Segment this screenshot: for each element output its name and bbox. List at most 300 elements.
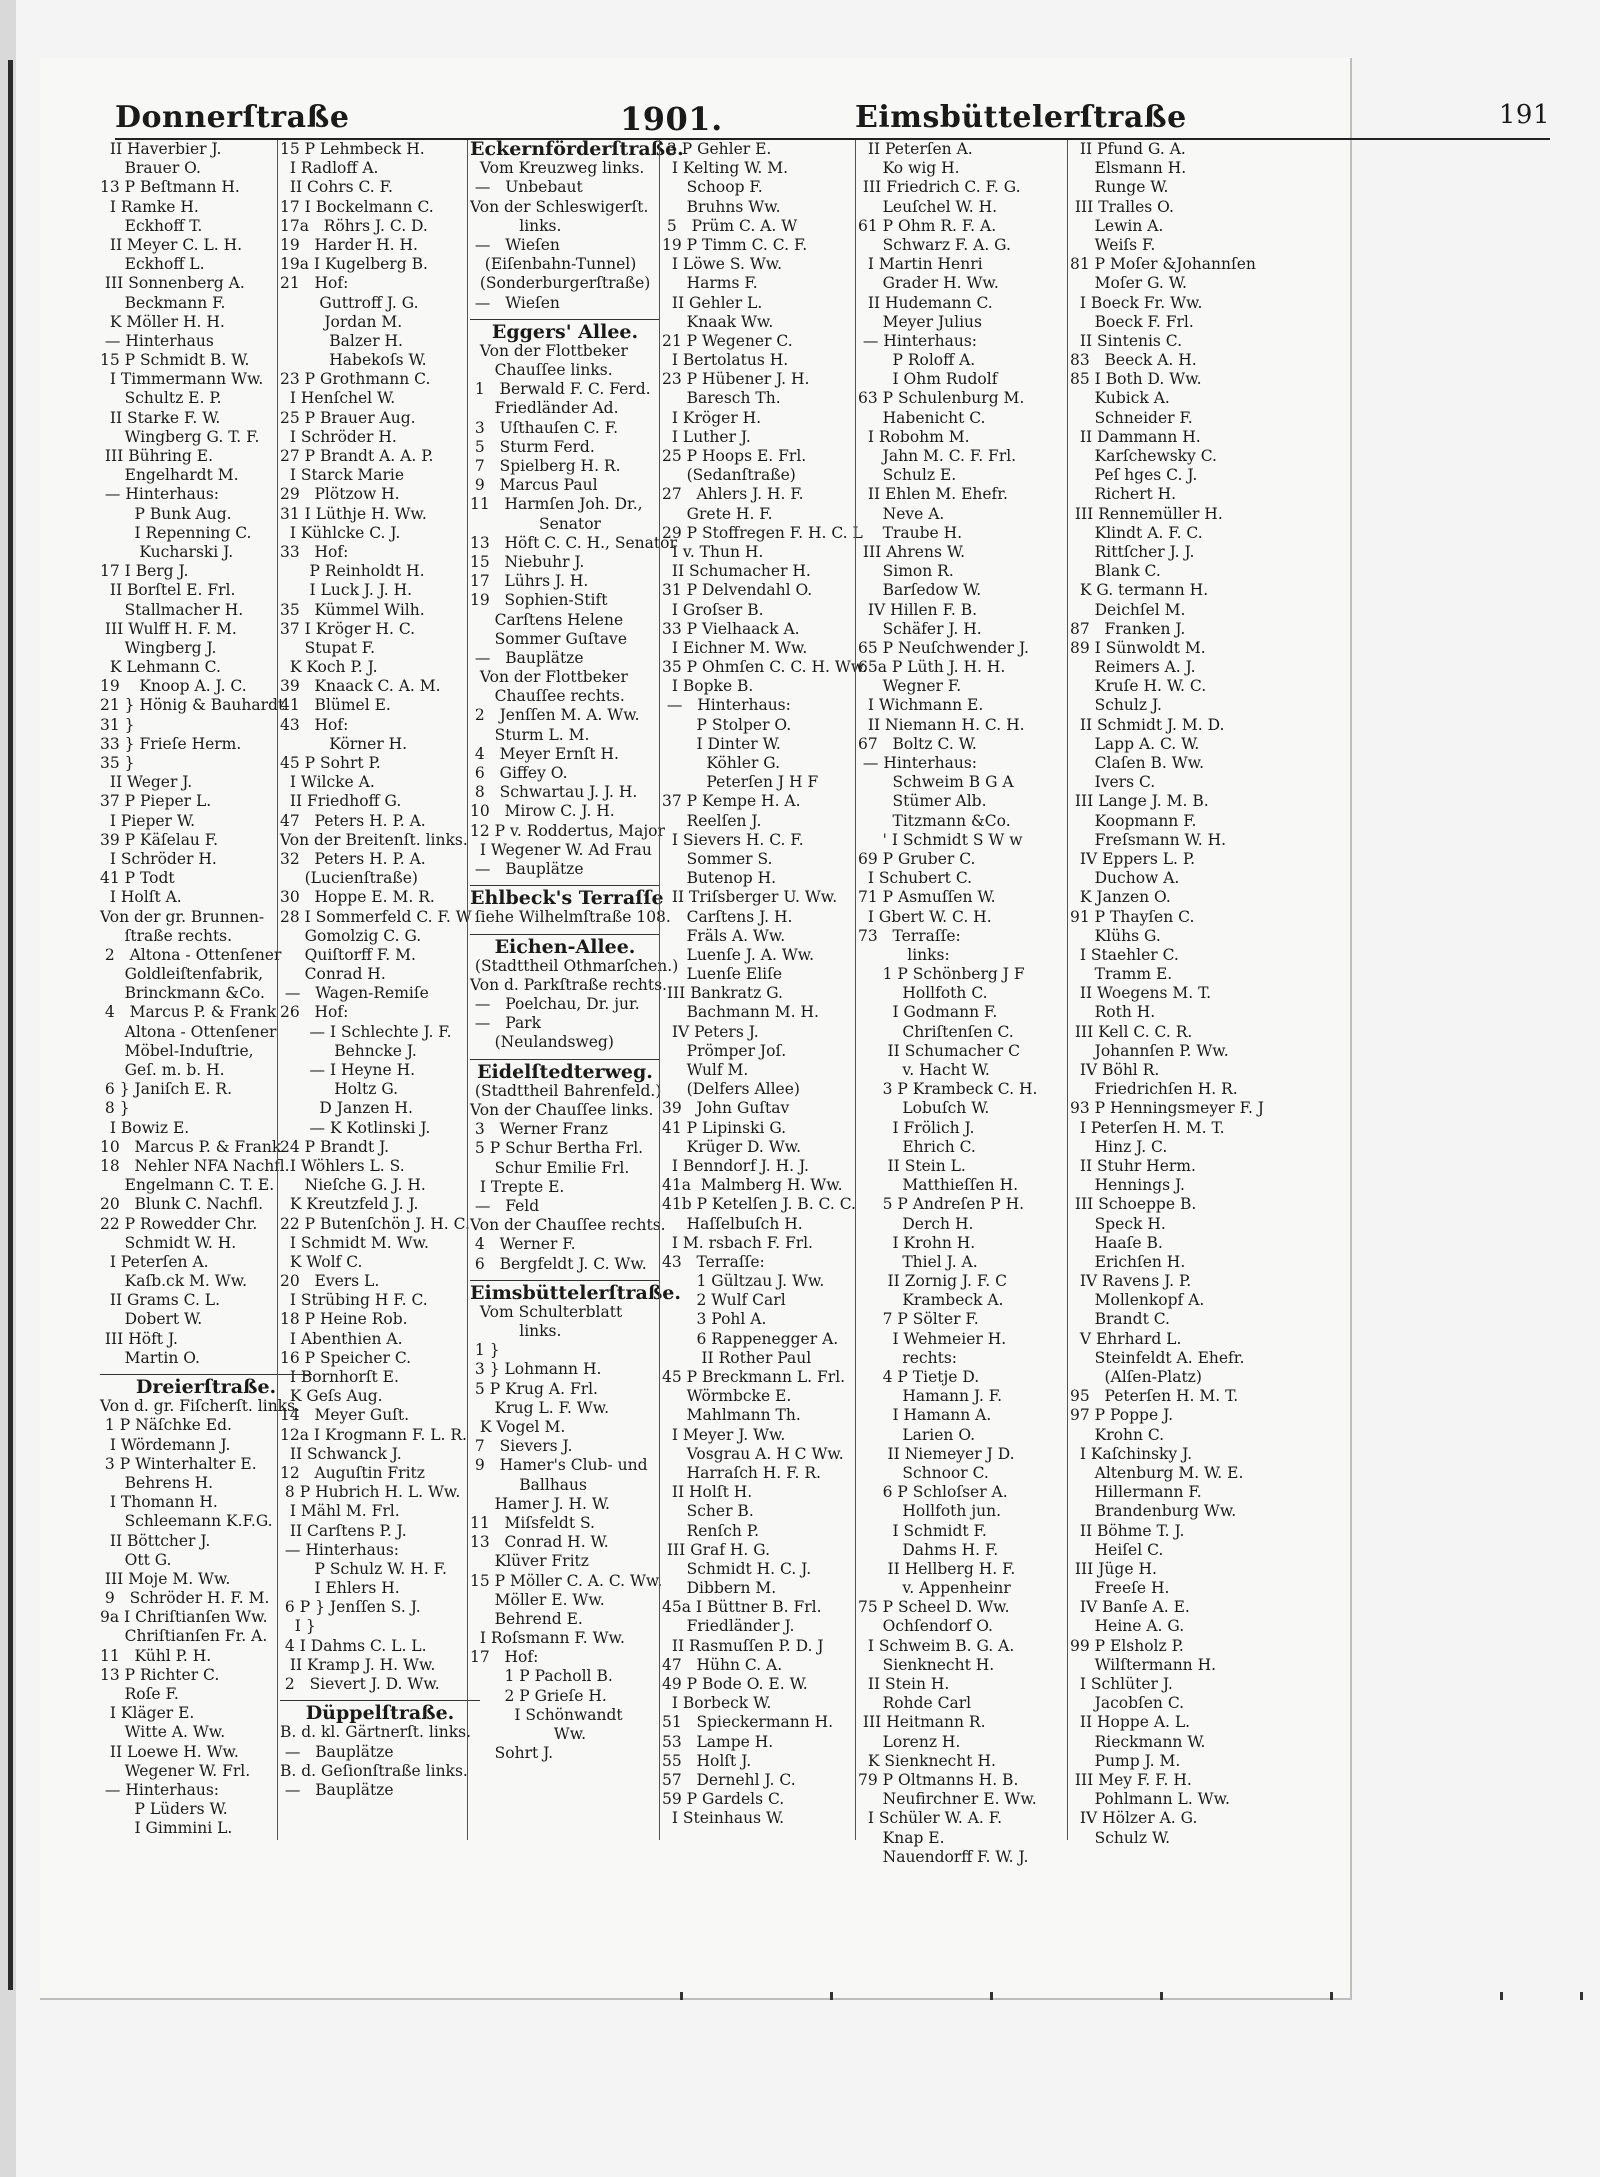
directory-entry: IV Banſe A. E.: [1070, 1598, 1190, 1617]
directory-entry: Klüver Fritz: [470, 1552, 589, 1571]
directory-entry: 19 P Timm C. C. F.: [662, 235, 808, 254]
directory-entry: K Janzen O.: [1070, 888, 1171, 907]
directory-entry: (Sonderburgerſtraße): [470, 274, 651, 293]
directory-entry: Koopmann F.: [1070, 811, 1197, 830]
directory-entry: 5 P Schur Bertha Frl.: [470, 1139, 644, 1158]
directory-entry: 21 P Wegener C.: [662, 331, 793, 350]
directory-entry: 5 P Andreſen P H.: [858, 1195, 1025, 1214]
directory-entry: — Poelchau, Dr. jur.: [470, 995, 640, 1014]
directory-entry: Nauendorff F. W. J.: [858, 1847, 1029, 1866]
directory-entry: Larien O.: [858, 1425, 976, 1444]
directory-entry: Conrad H.: [280, 965, 386, 984]
street-heading: Dreierſtraße.: [135, 1376, 277, 1398]
directory-entry: 61 P Ohm R. F. A.: [858, 216, 997, 235]
directory-entry: Ehrich C.: [858, 1137, 976, 1156]
directory-entry: Karſchewsky C.: [1070, 447, 1217, 465]
scan-bottom-marks: [640, 1992, 1600, 2000]
directory-entry: ſtraße rechts.: [100, 926, 233, 945]
directory-entry: Brauer O.: [100, 159, 201, 178]
directory-entry: 9a I Chriſtianſen Ww.: [100, 1608, 268, 1627]
header-right-street: Eimsbüttelerſtraße: [855, 100, 1187, 135]
directory-entry: Rohde Carl: [858, 1694, 972, 1713]
directory-entry: Schoop F.: [662, 178, 763, 197]
directory-entry: Von der Flottbeker: [470, 668, 628, 687]
directory-entry: I Pieper W.: [100, 811, 196, 830]
directory-entry: Ivers C.: [1070, 773, 1156, 792]
directory-entry: I Schönwandt: [470, 1705, 623, 1724]
directory-entry: Sienknecht H.: [858, 1655, 995, 1674]
directory-entry: 9 Marcus Paul: [470, 476, 598, 495]
directory-entry: Luenſe Eliſe: [662, 965, 783, 984]
directory-entry: Brandenburg Ww.: [1070, 1502, 1237, 1521]
directory-entry: I Eichner M. Ww.: [662, 638, 808, 657]
directory-entry: 1 Berwald F. C. Ferd.: [470, 380, 651, 399]
directory-entry: 67 Boltz C. W.: [858, 734, 977, 753]
directory-entry: Grete H. F.: [662, 504, 773, 523]
directory-entry: Kubick A.: [1070, 389, 1170, 408]
directory-entry: Thiel J. A.: [858, 1252, 978, 1271]
directory-entry: 18 P Heine Rob.: [280, 1310, 408, 1329]
directory-entry: I Schmidt F.: [858, 1521, 987, 1540]
directory-entry: I Steinhaus W.: [662, 1809, 785, 1828]
directory-entry: — I Heyne H.: [280, 1061, 416, 1079]
directory-entry: Rittſcher J. J.: [1070, 542, 1195, 561]
directory-entry: Pohlmann L. Ww.: [1070, 1790, 1230, 1809]
directory-entry: Möbel-Induſtrie,: [100, 1041, 254, 1060]
header-year: 1901.: [620, 100, 723, 138]
directory-entry: 83 Beeck A. H.: [1070, 351, 1197, 370]
directory-entry: Schleemann K.F.G.: [100, 1512, 273, 1531]
directory-entry: 81 P Moſer &Johannſen: [1070, 255, 1256, 274]
directory-entry: 41 P Todt: [100, 869, 175, 888]
directory-entry: Wörmbcke E.: [662, 1387, 792, 1406]
directory-entry: links.: [470, 1322, 562, 1341]
directory-entry: II Weger J.: [100, 773, 193, 792]
directory-entry: I Roſsmann F. Ww.: [470, 1629, 625, 1648]
directory-entry: Klindt A. F. C.: [1070, 523, 1203, 542]
directory-entry: I Abenthien A.: [280, 1329, 403, 1348]
directory-entry: Hamann J. F.: [858, 1387, 1003, 1406]
directory-entry: Neve A.: [858, 504, 945, 523]
directory-entry: Wingberg J.: [100, 638, 217, 657]
directory-entry: 16 P Speicher C.: [280, 1348, 412, 1367]
directory-entry: I Schröder H.: [100, 849, 217, 868]
directory-entry: Goldleiſtenfabrik,: [100, 965, 264, 984]
directory-entry: (Delfers Allee): [662, 1080, 800, 1099]
directory-entry: 11 Kühl P. H.: [100, 1646, 212, 1665]
directory-entry: Carſtens J. H.: [662, 907, 793, 926]
directory-entry: Claſen B. Ww.: [1070, 754, 1205, 772]
directory-entry: Lapp A. C. W.: [1070, 734, 1200, 753]
directory-entry: Schneider F.: [1070, 408, 1193, 427]
directory-entry: II Ehlen M. Ehefr.: [858, 485, 1008, 504]
directory-entry: II Hellberg H. F.: [858, 1559, 1016, 1578]
directory-entry: Schmidt H. C. J.: [662, 1559, 812, 1578]
directory-entry: V Ehrhard L.: [1070, 1329, 1182, 1348]
directory-entry: 26 Hof:: [280, 1003, 349, 1022]
directory-entry: I Ehlers H.: [280, 1579, 400, 1598]
column-4: [662, 140, 868, 1829]
directory-entry: I Radloff A.: [280, 159, 379, 178]
directory-entry: 19 Sophien-Stift: [470, 591, 608, 610]
directory-entry: — Park: [470, 1014, 541, 1033]
directory-entry: II Woegens M. T.: [1070, 984, 1212, 1003]
directory-entry: Von d. Parkſtraße rechts.: [470, 975, 667, 994]
directory-entry: 41 P Lipinski G.: [662, 1118, 787, 1137]
directory-entry: 17 I Berg J.: [100, 562, 189, 581]
directory-entry: IV Ravens J. P.: [1070, 1272, 1192, 1291]
directory-entry: Pump J. M.: [1070, 1751, 1181, 1770]
directory-entry: II Cohrs C. F.: [280, 178, 393, 197]
directory-entry: I Wegener W. Ad Frau: [470, 840, 652, 859]
directory-entry: I Wilcke A.: [280, 773, 375, 792]
directory-entry: — Bauplätze: [280, 1742, 394, 1761]
directory-entry: III Jüge H.: [1070, 1559, 1157, 1578]
directory-entry: I Borbeck W.: [662, 1694, 772, 1713]
directory-entry: II Dammann H.: [1070, 427, 1201, 446]
directory-entry: 65a P Lüth J. H. H.: [858, 658, 1006, 677]
directory-entry: II Böhme T. J.: [1070, 1521, 1185, 1540]
directory-entry: Luenſe J. A. Ww.: [662, 945, 815, 964]
directory-entry: I Strübing H F. C.: [280, 1291, 428, 1310]
street-heading: Eggers' Allee.: [491, 320, 639, 343]
directory-entry: Jordan M.: [280, 312, 403, 331]
directory-entry: 47 Hühn C. A.: [662, 1655, 783, 1674]
section-rule: [280, 1694, 480, 1701]
directory-entry: K Geſs Aug.: [280, 1387, 383, 1406]
directory-entry: I Krohn H.: [858, 1233, 976, 1252]
directory-entry: Habenicht C.: [858, 408, 986, 427]
section-rule: [470, 1053, 660, 1060]
directory-entry: I Henſchel W.: [280, 389, 396, 408]
directory-entry: I Ohm Rudolf: [858, 370, 998, 389]
directory-entry: I M. rsbach F. Frl.: [662, 1233, 813, 1252]
directory-entry: Roth H.: [1070, 1003, 1156, 1022]
directory-entry: Scher B.: [662, 1502, 754, 1521]
directory-entry: Harraſch H. F. R.: [662, 1463, 821, 1482]
directory-entry: Barſedow W.: [858, 581, 982, 600]
directory-entry: Von der Flottbeker: [470, 341, 628, 360]
directory-entry: Habekoſs W.: [280, 351, 427, 370]
directory-entry: — Hinterhaus:: [858, 331, 978, 350]
directory-entry: Wulf M.: [662, 1061, 749, 1079]
directory-entry: Wegner F.: [858, 677, 962, 696]
directory-entry: II Haverbier J.: [100, 140, 222, 158]
directory-entry: — Feld: [470, 1196, 540, 1215]
directory-entry: I Kaſchinsky J.: [1070, 1444, 1193, 1463]
directory-entry: III Tralles O.: [1070, 197, 1174, 216]
directory-entry: Ballhaus: [470, 1475, 587, 1494]
column-divider: [467, 140, 468, 1840]
directory-entry: 37 I Kröger H. C.: [280, 619, 416, 638]
directory-entry: Schur Emilie Frl.: [470, 1158, 630, 1177]
directory-entry: K Wolf C.: [280, 1252, 363, 1271]
directory-entry: 4 Marcus P. & Frank: [100, 1003, 277, 1022]
page-header: [115, 100, 1550, 140]
directory-entry: Köhler G.: [662, 754, 781, 772]
directory-entry: Peterſen J H F: [662, 773, 819, 792]
directory-entry: B. d. kl. Gärtnerſt. links.: [280, 1723, 472, 1742]
directory-entry: 7 Sievers J.: [470, 1437, 573, 1456]
directory-entry: Stallmacher H.: [100, 600, 244, 619]
directory-entry: III Bühring E.: [100, 447, 214, 465]
directory-entry: I Schweim B. G. A.: [858, 1636, 1015, 1655]
directory-entry: Chriſtianſen Fr. A.: [100, 1627, 268, 1646]
section-rule: [470, 928, 660, 935]
directory-entry: — Unbebaut: [470, 178, 583, 197]
directory-entry: Kaſb.ck M. Ww.: [100, 1272, 248, 1291]
directory-entry: Moſer G. W.: [1070, 274, 1187, 293]
directory-entry: II Stein H.: [858, 1675, 950, 1693]
section-rule: [470, 1274, 660, 1281]
directory-entry: 23 P Hübener J. H.: [662, 370, 810, 389]
directory-entry: Schwarz F. A. G.: [858, 235, 1011, 254]
directory-entry: Brinckmann &Co.: [100, 984, 265, 1003]
directory-entry: Hollfoth C.: [858, 984, 988, 1003]
directory-entry: 13 P Richter C.: [100, 1665, 220, 1684]
directory-entry: 7 P Sölter F.: [858, 1310, 979, 1329]
directory-entry: II Grams C. L.: [100, 1291, 221, 1310]
directory-entry: Wingberg G. T. F.: [100, 427, 260, 446]
directory-entry: I Luck J. J. H.: [280, 581, 413, 600]
directory-entry: Von d. gr. Fiſcherſt. links.: [100, 1397, 300, 1416]
directory-entry: Schulz E.: [858, 466, 957, 485]
directory-entry: — Wieſen: [470, 293, 560, 312]
directory-entry: 87 Franken J.: [1070, 619, 1186, 638]
directory-entry: Boeck F. Frl.: [1070, 312, 1194, 331]
directory-entry: Ochſendorf O.: [858, 1617, 993, 1636]
directory-entry: Wilſtermann H.: [1070, 1655, 1217, 1674]
directory-entry: 47 Peters H. P. A.: [280, 811, 426, 830]
directory-entry: 41a Malmberg H. Ww.: [662, 1176, 843, 1195]
directory-entry: Peſ hges C. J.: [1070, 466, 1198, 485]
directory-entry: 4 Werner F.: [470, 1235, 576, 1254]
directory-entry: Heine A. G.: [1070, 1617, 1185, 1636]
directory-entry: I }: [280, 1617, 316, 1636]
directory-entry: Hollfoth jun.: [858, 1502, 1002, 1521]
directory-entry: 59 P Gardels C.: [662, 1790, 785, 1809]
directory-entry: — Hinterhaus:: [858, 754, 978, 772]
directory-entry: 1 Gültzau J. Ww.: [662, 1272, 825, 1291]
scan-tick: [830, 1992, 833, 2000]
directory-entry: I Ramke H.: [100, 197, 199, 216]
directory-entry: I Schmidt M. Ww.: [280, 1233, 429, 1252]
directory-entry: II Starke F. W.: [100, 408, 221, 427]
directory-entry: 3 P Krambeck C. H.: [858, 1080, 1038, 1099]
directory-entry: 27 Ahlers J. H. F.: [662, 485, 804, 504]
directory-entry: 35 P Ohmſen C. C. H. Ww.: [662, 658, 868, 677]
directory-entry: I v. Thun H.: [662, 542, 764, 561]
directory-entry: Stupat F.: [280, 638, 376, 657]
directory-entry: Sohrt J.: [470, 1744, 554, 1763]
directory-entry: III Bankratz G.: [662, 984, 783, 1003]
directory-entry: Guttroff J. G.: [280, 293, 419, 312]
directory-entry: I Mähl M. Frl.: [280, 1502, 400, 1521]
directory-entry: Schulz W.: [1070, 1828, 1171, 1847]
directory-entry: (Stadttheil Bahrenfeld.): [470, 1081, 662, 1100]
directory-entry: ' I Schmidt S W w: [858, 830, 1023, 849]
directory-entry: Quiſtorff F. M.: [280, 945, 416, 964]
directory-entry: II Zornig J. F. C: [858, 1272, 1007, 1291]
directory-entry: IV Eppers L. P.: [1070, 849, 1196, 868]
binding-edge: [8, 60, 13, 1990]
directory-entry: I Wördemann J.: [100, 1435, 231, 1454]
directory-entry: 5 Prüm C. A. W: [662, 216, 798, 235]
directory-entry: Klühs G.: [1070, 926, 1161, 945]
directory-entry: Titzmann &Co.: [858, 811, 1011, 830]
directory-entry: K Vogel M.: [470, 1418, 566, 1436]
directory-entry: P Bunk Aug.: [100, 504, 232, 523]
directory-entry: Johannſen P. Ww.: [1070, 1041, 1229, 1060]
directory-entry: Lorenz H.: [858, 1732, 961, 1751]
directory-entry: 6 P } Jenſſen S. J.: [280, 1598, 421, 1617]
directory-entry: 57 Dernehl J. C.: [662, 1770, 796, 1789]
directory-entry: 15 P Möller C. A. C. Ww.: [470, 1571, 663, 1590]
directory-entry: Bruhns Ww.: [662, 197, 781, 216]
directory-entry: D Janzen H.: [280, 1099, 413, 1118]
directory-entry: I Luther J.: [662, 427, 751, 446]
directory-entry: I Timmermann Ww.: [100, 370, 264, 389]
directory-entry: 2 Wulf Carl: [662, 1291, 786, 1310]
directory-entry: 69 P Gruber C.: [858, 849, 976, 868]
directory-entry: II Rother Paul: [662, 1348, 812, 1367]
directory-entry: II Böttcher J.: [100, 1531, 211, 1550]
directory-entry: Chriſtenſen C.: [858, 1022, 1014, 1041]
directory-entry: — Hinterhaus:: [662, 696, 791, 715]
directory-entry: Schweim B G A: [858, 773, 1014, 792]
directory-entry: I Bertolatus H.: [662, 351, 789, 370]
directory-entry: 14 Meyer Guſt.: [280, 1406, 410, 1425]
directory-entry: I Groſser B.: [662, 600, 764, 619]
directory-entry: I Kühlcke C. J.: [280, 523, 401, 542]
directory-entry: 21 } Hönig & Bauhardt: [100, 696, 285, 715]
column-divider: [659, 140, 660, 1840]
directory-entry: 19a I Kugelberg B.: [280, 255, 428, 274]
directory-entry: Jahn M. C. F. Frl.: [858, 447, 1017, 465]
directory-entry: 37 P Kempe H. A.: [662, 792, 801, 811]
directory-entry: I Bornhorſt E.: [280, 1368, 399, 1386]
directory-entry: 15 Niebuhr J.: [470, 552, 585, 571]
directory-entry: 17 I Bockelmann C.: [280, 197, 434, 216]
directory-entry: I Bowiz E.: [100, 1118, 190, 1137]
directory-entry: 2 Altona - Ottenſener: [100, 945, 282, 964]
directory-entry: I Schröder H.: [280, 427, 397, 446]
directory-entry: Steinfeldt A. Ehefr.: [1070, 1348, 1245, 1367]
directory-entry: — K Kotlinski J.: [280, 1118, 431, 1137]
directory-entry: Knap E.: [858, 1828, 945, 1847]
directory-entry: 10 Mirow C. J. H.: [470, 802, 615, 821]
directory-entry: II Meyer C. L. H.: [100, 235, 243, 254]
directory-entry: Möller E. Ww.: [470, 1590, 605, 1609]
directory-entry: 3 Uſthauſen C. F.: [470, 418, 619, 437]
directory-entry: 35 }: [100, 754, 135, 772]
directory-entry: Lewin A.: [1070, 216, 1164, 235]
directory-entry: 63 P Schulenburg M.: [858, 389, 1025, 408]
directory-entry: 39 P Käſelau F.: [100, 830, 219, 849]
directory-entry: Haſſelbuſch H.: [662, 1214, 803, 1233]
directory-entry: III Mey F. F. H.: [1070, 1770, 1192, 1789]
directory-entry: Behncke J.: [280, 1041, 417, 1060]
directory-entry: — Hinterhaus:: [100, 485, 220, 504]
directory-entry: Von der Schleswigerſt.: [470, 197, 649, 216]
directory-entry: 6 } Janiſch E. R.: [100, 1080, 232, 1099]
directory-entry: Schäfer J. H.: [858, 619, 982, 638]
directory-entry: I Wöhlers L. S.: [280, 1156, 405, 1175]
directory-entry: v. Hacht W.: [858, 1061, 990, 1079]
directory-entry: I Hamann A.: [858, 1406, 992, 1425]
directory-entry: Hinz J. C.: [1070, 1137, 1168, 1156]
directory-entry: 45a I Büttner B. Frl.: [662, 1598, 822, 1617]
directory-entry: II Schmidt J. M. D.: [1070, 715, 1225, 734]
directory-entry: 27 P Brandt A. A. P.: [280, 447, 434, 465]
directory-entry: Hennings J.: [1070, 1176, 1185, 1195]
directory-entry: III Graf H. G.: [662, 1540, 771, 1559]
directory-entry: II Schumacher C: [858, 1041, 1020, 1060]
directory-entry: I Dinter W.: [662, 734, 781, 753]
directory-entry: Richert H.: [1070, 485, 1177, 504]
directory-entry: 37 P Pieper L.: [100, 792, 212, 811]
directory-entry: 10 Marcus P. & Frank: [100, 1137, 282, 1156]
directory-entry: Dobert W.: [100, 1310, 203, 1329]
directory-entry: Neufirchner E. Ww.: [858, 1790, 1037, 1809]
directory-entry: Runge W.: [1070, 178, 1169, 197]
directory-entry: 51 Spieckermann H.: [662, 1713, 834, 1732]
directory-entry: Kucharski J.: [100, 542, 234, 561]
directory-entry: 20 Blunk C. Nachfl.: [100, 1195, 264, 1214]
directory-entry: Butenop H.: [662, 869, 777, 888]
directory-entry: IV Peters J.: [662, 1022, 759, 1041]
directory-entry: Hillermann F.: [1070, 1483, 1202, 1502]
directory-entry: II Pfund G. A.: [1070, 140, 1186, 158]
directory-entry: II Niemeyer J D.: [858, 1444, 1015, 1463]
directory-entry: II Niemann H. C. H.: [858, 715, 1025, 734]
directory-entry: I Gbert W. C. H.: [858, 907, 992, 926]
directory-entry: I Wichmann E.: [858, 696, 984, 715]
directory-entry: Engelmann C. T. E.: [100, 1176, 275, 1195]
directory-entry: 19 Harder H. H.: [280, 235, 418, 254]
directory-entry: I Boeck Fr. Ww.: [1070, 293, 1203, 312]
directory-entry: Sturm L. M.: [470, 725, 590, 744]
directory-entry: II Hudemann C.: [858, 293, 993, 312]
directory-entry: Ko wig H.: [858, 159, 960, 178]
directory-entry: Behrend E.: [470, 1609, 583, 1628]
directory-entry: Krohn C.: [1070, 1425, 1165, 1444]
directory-entry: I Trepte E.: [470, 1177, 565, 1196]
directory-entry: 12 Auguſtin Fritz: [280, 1463, 425, 1482]
directory-entry: 5 P Krug A. Frl.: [470, 1379, 598, 1398]
directory-entry: Prömper Joſ.: [662, 1041, 787, 1060]
directory-entry: III Heitmann R.: [858, 1713, 986, 1732]
directory-entry: 12 P v. Roddertus, Major: [470, 821, 665, 840]
directory-entry: I Schüler W. A. F.: [858, 1809, 1003, 1828]
directory-entry: 17 Lührs J. H.: [470, 572, 589, 591]
directory-entry: 31 }: [100, 715, 135, 734]
directory-entry: I Kröger H.: [662, 408, 762, 427]
directory-entry: II Stein L.: [858, 1156, 966, 1175]
directory-entry: III Kell C. C. R.: [1070, 1022, 1193, 1041]
section-rule: [470, 879, 660, 886]
scan-tick: [680, 1992, 683, 2000]
street-heading: Eckernförderſtraße.: [470, 138, 684, 160]
directory-entry: 8 Schwartau J. J. H.: [470, 783, 638, 802]
directory-entry: Friedländer Ad.: [470, 399, 619, 418]
directory-entry: I Martin Henri: [858, 255, 983, 274]
directory-entry: I Kläger E.: [100, 1704, 195, 1723]
directory-entry: 49 P Bode O. E. W.: [662, 1675, 808, 1693]
directory-entry: 12a I Krogmann F. L. R.: [280, 1425, 467, 1444]
directory-entry: Eckhoff L.: [100, 255, 205, 274]
directory-entry: Altona - Ottenſener: [100, 1022, 277, 1041]
